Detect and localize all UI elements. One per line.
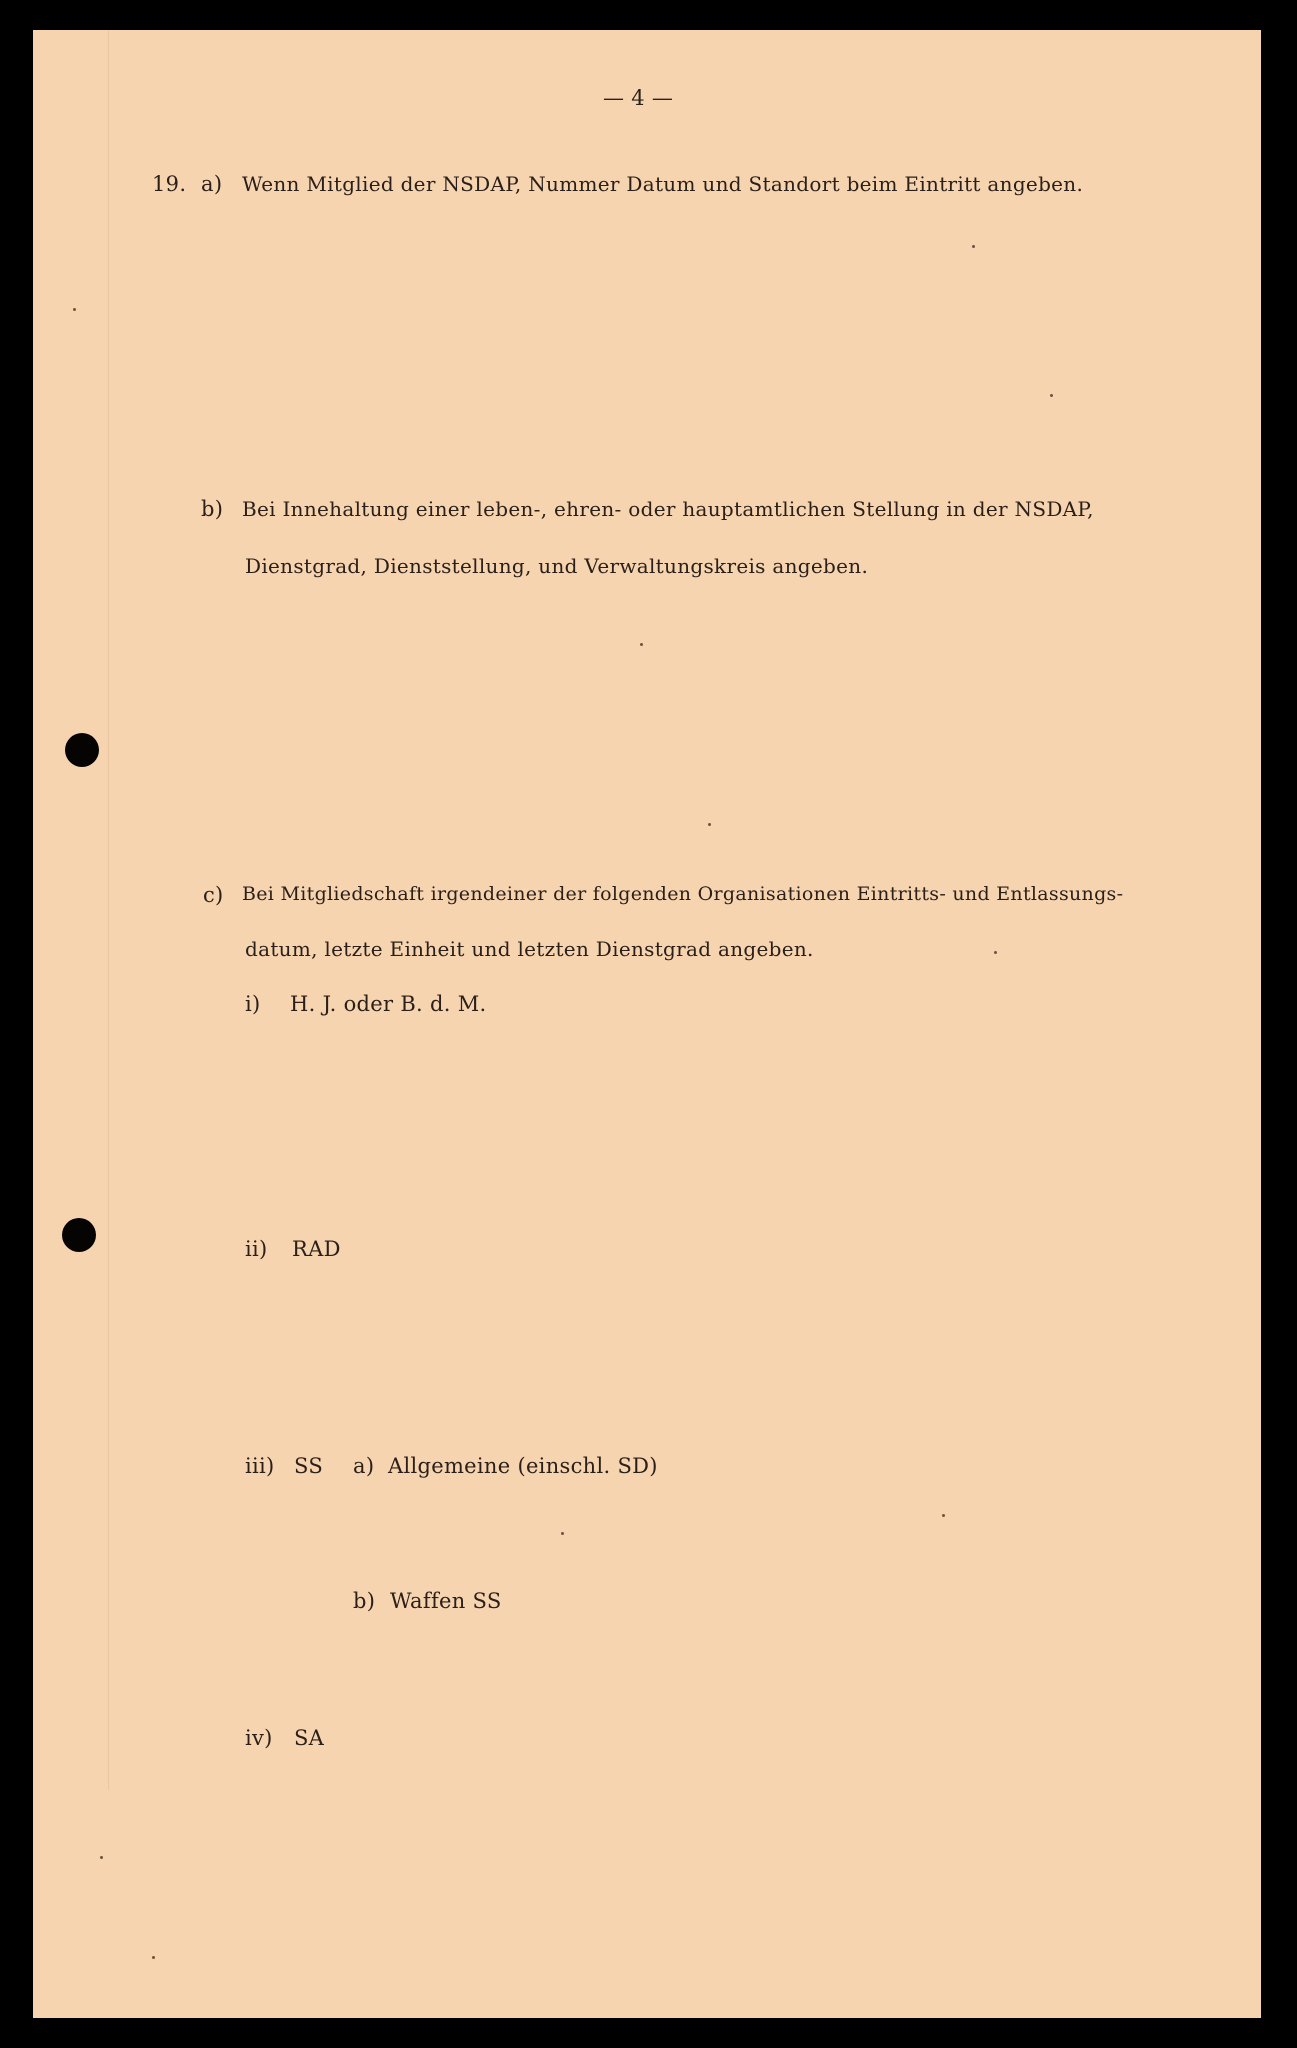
paper-speck [994,951,997,954]
paper-speck [73,308,76,311]
item-c-marker: c) [203,883,224,907]
paper-speck [1050,394,1053,397]
item-c-iv-marker: iv) [245,1726,273,1750]
item-c-line1: Bei Mitgliedschaft irgendeiner der folgenden Organisationen Eintritts- und Entlassungs- [242,883,1124,905]
item-c-i-marker: i) [245,992,261,1016]
item-c-i-label: H. J. oder B. d. M. [290,992,487,1016]
paper-speck [152,1956,155,1959]
item-a-text: Wenn Mitglied der NSDAP, Nummer Datum und Standort beim Eintritt angeben. [242,172,1084,196]
paper-speck [708,823,711,826]
item-c-iii-b-label: Waffen SS [390,1589,502,1613]
item-c-iii-a-label: Allgemeine (einschl. SD) [388,1454,658,1478]
paper-speck [561,1532,564,1535]
punch-hole-lower [62,1218,96,1252]
item-c-iii-b-marker: b) [353,1589,376,1613]
page-fold-line [108,30,109,1790]
item-c-iii-a-marker: a) [353,1454,375,1478]
item-c-line2: datum, letzte Einheit und letzten Dienstgrad angeben. [245,937,814,961]
paper-speck [100,1856,103,1859]
item-b-marker: b) [201,497,224,521]
item-c-iii-marker: iii) [245,1454,275,1478]
page-number: — 4 — [603,86,674,110]
document-page [33,30,1261,2018]
paper-speck [972,245,975,248]
question-number: 19. [152,172,187,196]
item-c-ii-label: RAD [292,1237,341,1261]
item-c-ii-marker: ii) [245,1237,268,1261]
item-c-iv-label: SA [294,1726,325,1750]
item-b-line2: Dienstgrad, Dienststellung, und Verwaltungskreis angeben. [245,554,869,578]
paper-speck [640,643,643,646]
paper-speck [942,1514,945,1517]
item-c-iii-label: SS [294,1454,324,1478]
item-b-line1: Bei Innehaltung einer leben-, ehren- oder hauptamtlichen Stellung in der NSDAP, [242,497,1094,521]
item-a-marker: a) [201,172,223,196]
punch-hole-upper [65,733,99,767]
